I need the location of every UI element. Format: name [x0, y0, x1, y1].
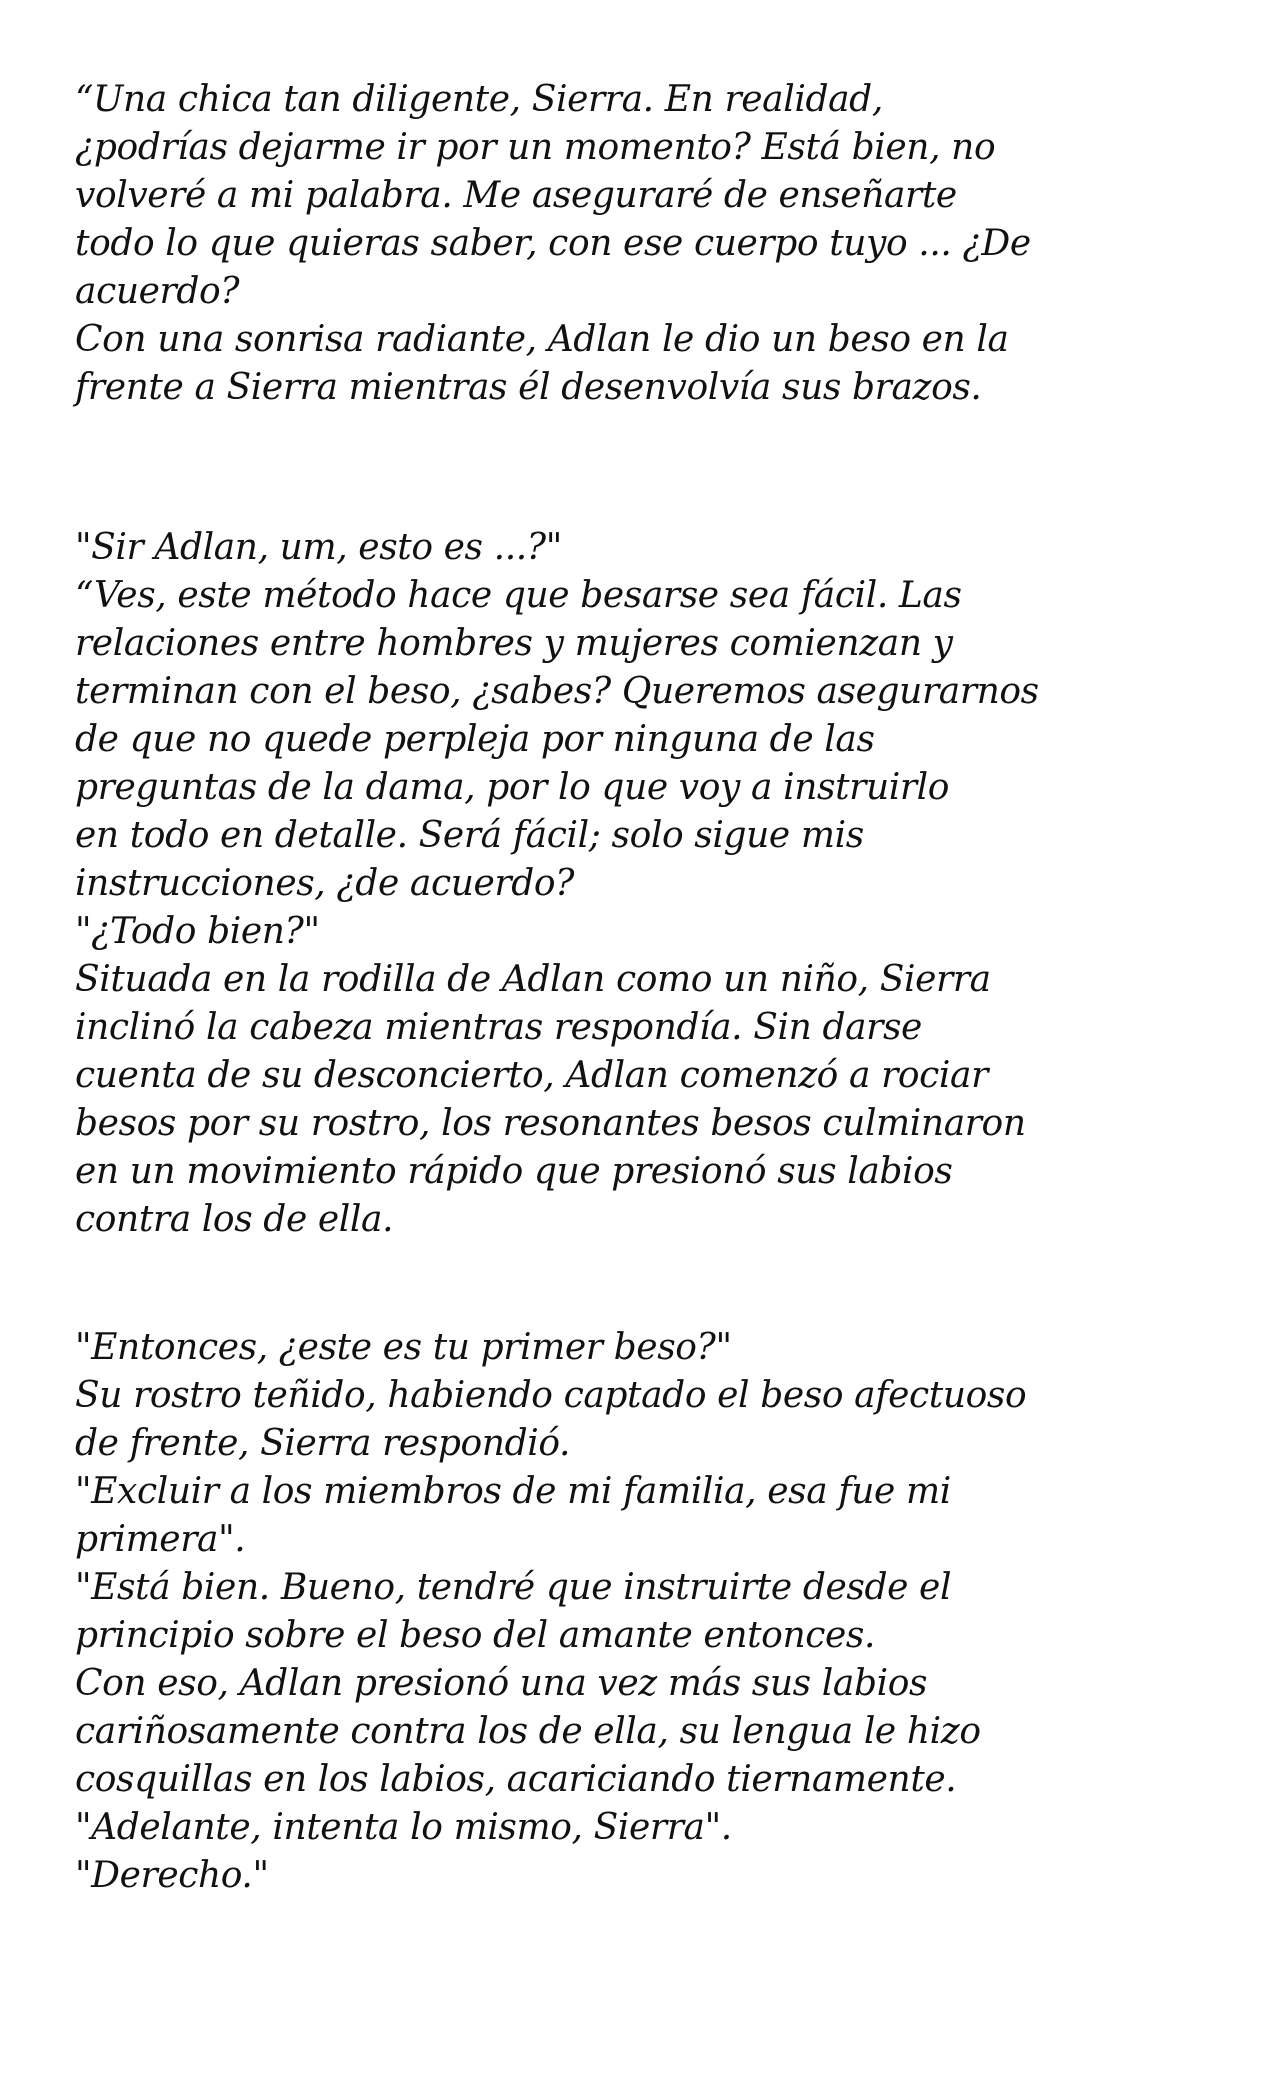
text-line: Con una sonrisa radiante, Adlan le dio un beso en la [75, 319, 1009, 360]
text-line: inclinó la cabeza mientras respondía. Sin darse [75, 1007, 922, 1048]
text-line: cariñosamente contra los de ella, su lengua le hizo [75, 1711, 981, 1752]
paragraph-block-1 [75, 76, 1215, 412]
text-line: "Entonces, ¿este es tu primer beso?" [75, 1327, 732, 1368]
text-line: Su rostro teñido, habiendo captado el beso afectuoso [75, 1375, 1027, 1416]
text-line: primera". [75, 1519, 246, 1560]
text-line: volveré a mi palabra. Me aseguraré de enseñarte [75, 175, 957, 216]
text-line: acuerdo? [75, 271, 240, 312]
text-line: “Una chica tan diligente, Sierra. En realidad, [75, 79, 883, 120]
text-line: Con eso, Adlan presionó una vez más sus labios [75, 1663, 928, 1704]
text-line: "Sir Adlan, um, esto es ...?" [75, 527, 562, 568]
text-line: ¿podrías dejarme ir por un momento? Está bien, no [75, 127, 996, 168]
text-line: de frente, Sierra respondió. [75, 1423, 571, 1464]
text-line: frente a Sierra mientras él desenvolvía sus brazos. [75, 367, 982, 408]
text-line: contra los de ella. [75, 1199, 394, 1240]
text-line: cosquillas en los labios, acariciando tiernamente. [75, 1759, 957, 1800]
text-line: de que no quede perpleja por ninguna de las [75, 719, 875, 760]
text-line: "¿Todo bien?" [75, 911, 320, 952]
text-line: relaciones entre hombres y mujeres comienzan y [75, 623, 953, 664]
text-line: en todo en detalle. Será fácil; solo sigue mis [75, 815, 864, 856]
paragraph-block-3 [75, 1324, 1215, 1900]
text-line: preguntas de la dama, por lo que voy a instruirlo [75, 767, 950, 808]
text-line: todo lo que quieras saber, con ese cuerpo tuyo ... ¿De [75, 223, 1031, 264]
text-line: "Derecho." [75, 1855, 269, 1896]
text-line: "Está bien. Bueno, tendré que instruirte desde el [75, 1567, 952, 1608]
text-line: "Adelante, intenta lo mismo, Sierra". [75, 1807, 732, 1848]
paragraph-block-2 [75, 524, 1215, 1244]
text-line: besos por su rostro, los resonantes besos culminaron [75, 1103, 1026, 1144]
text-line: Situada en la rodilla de Adlan como un niño, Sierra [75, 959, 991, 1000]
text-line: cuenta de su desconcierto, Adlan comenzó a rociar [75, 1055, 988, 1096]
text-line: en un movimiento rápido que presionó sus labios [75, 1151, 953, 1192]
text-line: “Ves, este método hace que besarse sea fácil. Las [75, 575, 962, 616]
text-line: terminan con el beso, ¿sabes? Queremos asegurarnos [75, 671, 1039, 712]
text-line: "Excluir a los miembros de mi familia, esa fue mi [75, 1471, 951, 1512]
text-line: principio sobre el beso del amante entonces. [75, 1615, 876, 1656]
text-line: instrucciones, ¿de acuerdo? [75, 863, 575, 904]
